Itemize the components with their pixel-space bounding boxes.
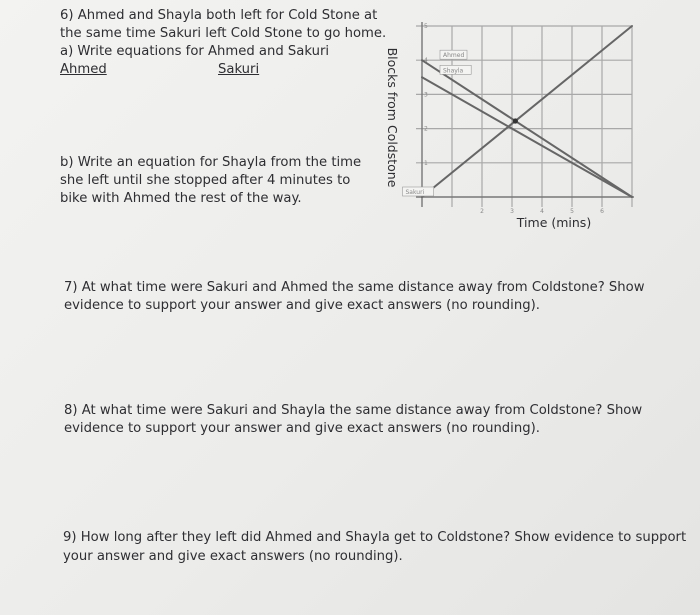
- question-9-line-2: your answer and give exact answers (no rounding).: [63, 549, 403, 564]
- series-line-shayla: [422, 77, 632, 197]
- question-6-line-2: the same time Sakuri left Cold Stone to go home.: [60, 26, 387, 41]
- question-6a-prompt: a) Write equations for Ahmed and Sakuri: [60, 44, 330, 59]
- question-6b-line-2: she left until she stopped after 4 minutes to: [60, 173, 351, 188]
- x-tick-label: 6: [600, 208, 604, 215]
- question-7-line-1: 7) At what time were Sakuri and Ahmed the same distance away from Coldstone? Show: [64, 280, 645, 295]
- y-axis-label: Blocks from Coldstone: [385, 47, 400, 188]
- question-9-line-1: 9) How long after they left did Ahmed and Shayla get to Coldstone? Show evidence to support: [63, 530, 687, 545]
- question-6b-line-3: bike with Ahmed the rest of the way.: [60, 191, 302, 206]
- y-tick-label: 1: [424, 159, 428, 167]
- x-axis-label: Time (mins): [516, 215, 592, 230]
- x-tick-label: 3: [510, 208, 514, 215]
- question-8-line-1: 8) At what time were Sakuri and Shayla the same distance away from Coldstone? Show: [64, 403, 643, 418]
- x-tick-label: 2: [480, 208, 484, 215]
- y-tick-label: 2: [424, 125, 428, 133]
- question-6b-line-1: b) Write an equation for Shayla from the time: [60, 155, 362, 170]
- intersection-dot: [513, 118, 518, 123]
- series-label-shayla: Shayla: [443, 67, 464, 75]
- question-7-line-2: evidence to support your answer and give exact answers (no rounding).: [64, 298, 540, 313]
- y-tick-label: 5: [424, 23, 428, 30]
- series-label-sakuri: Sakuri: [405, 189, 425, 196]
- y-tick-label: 3: [424, 91, 428, 99]
- question-8-line-2: evidence to support your answer and give exact answers (no rounding).: [64, 421, 540, 436]
- distance-time-graph: [370, 18, 640, 233]
- question-6-line-1: 6) Ahmed and Shayla both left for Cold Stone at: [60, 8, 378, 23]
- x-tick-label: 5: [570, 208, 574, 215]
- y-tick-label: 4: [424, 57, 428, 65]
- ahmed-column-heading: Ahmed: [60, 62, 107, 77]
- series-label-ahmed: Ahmed: [443, 52, 465, 60]
- x-tick-label: 4: [540, 208, 544, 215]
- sakuri-column-heading: Sakuri: [218, 62, 260, 77]
